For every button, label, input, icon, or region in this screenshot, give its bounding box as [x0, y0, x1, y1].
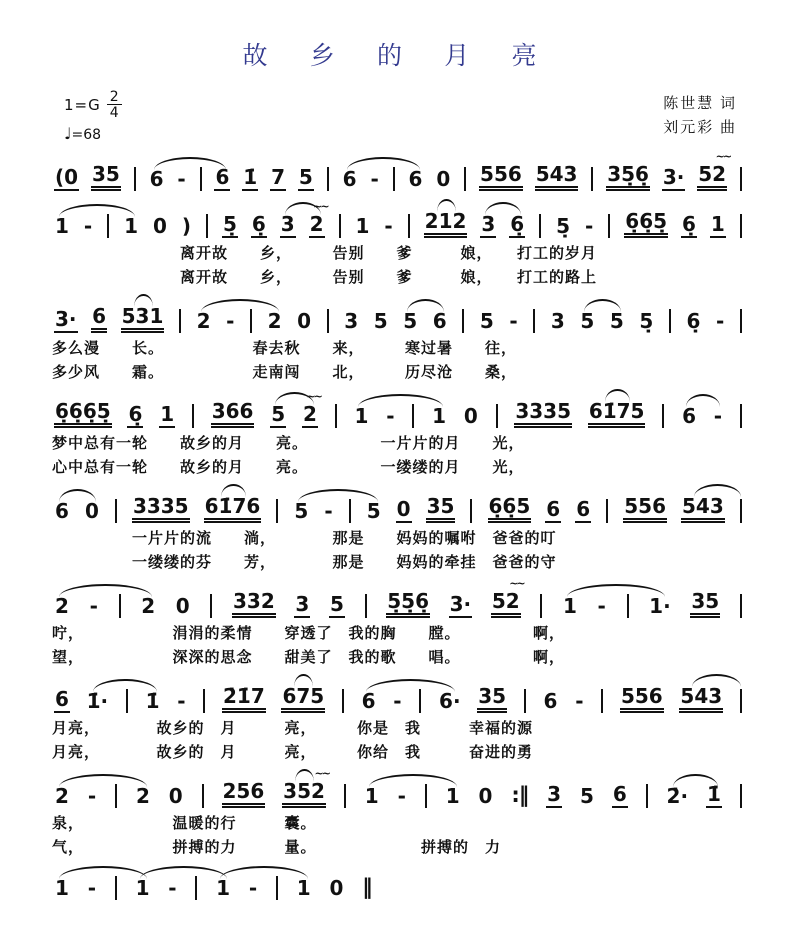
lyricist-credit: 陈世慧 词 [663, 96, 737, 112]
note-token: 52 ~~ [697, 164, 727, 191]
note-token: 1 [710, 212, 725, 236]
note-token: 6̣6̣5 [488, 496, 532, 523]
note-token: (0 [55, 165, 79, 189]
note-token: - [324, 499, 333, 523]
notes-row [52, 670, 745, 717]
note-token: 6 [682, 404, 696, 428]
barline [179, 309, 181, 333]
barline [115, 876, 117, 900]
note-token: 1 [432, 404, 447, 428]
note-token: 6̣ [510, 212, 525, 236]
lyrics-verse-2: 多少风 霜。 走南闯 北， 历尽沧 桑， [52, 365, 518, 381]
final-barline: ‖ [362, 875, 372, 899]
note-token: 6 [432, 309, 447, 333]
system-9 [52, 860, 745, 904]
barline [408, 214, 410, 238]
barline [192, 404, 194, 428]
lyrics-verse-1: 一片片的流 淌， 那是 妈妈的嘱咐 爸爸的叮 [52, 531, 557, 547]
note-token: 1 [355, 214, 370, 238]
barline [540, 594, 542, 618]
trill-ornament-icon: ~~ [509, 577, 524, 590]
note-token: 2̇· [666, 784, 689, 808]
note-token: - [509, 309, 518, 333]
lyrics-verse-1: 咛， 涓涓的柔情 穿透了 我的胸 膛。 啊， [52, 626, 566, 642]
barline [349, 499, 351, 523]
barline [412, 404, 414, 428]
note-token: 35 [426, 496, 456, 523]
notes-row [52, 480, 745, 527]
note-token: 52 ~~ [491, 591, 521, 618]
song-title: 故 乡 的 月 亮 [242, 43, 555, 70]
lyrics-verse-1: 离开故 乡， 告别 爹 娘， 打工的岁月 [52, 246, 598, 262]
tempo-value: =68 [71, 127, 102, 143]
trill-ornament-icon: ~~ [306, 390, 321, 403]
slur-arc-icon [366, 679, 455, 692]
note-token: 5 [271, 402, 286, 426]
note-token: 556 [479, 164, 523, 191]
system-8 [52, 765, 745, 860]
composer-credit: 刘元彩 曲 [663, 120, 737, 136]
note-token: - [226, 309, 235, 333]
slur-arc-icon [407, 299, 444, 312]
slur-arc-icon [221, 484, 245, 497]
slur-arc-icon [140, 866, 227, 879]
note-token: 6 [215, 165, 230, 189]
slur-arc-icon [154, 157, 226, 170]
music-systems [52, 148, 745, 904]
slur-arc-icon [673, 774, 717, 787]
note-token: 61̇75 [588, 401, 646, 428]
note-token: 543 [535, 164, 579, 191]
notes-row [52, 148, 745, 195]
slur-arc-icon [294, 674, 312, 687]
lyrics-verse-1: 梦中总有一轮 故乡的月 亮。 一片片的月 光， [52, 436, 525, 452]
barline [539, 214, 541, 238]
lyrics-verse-2: 一缕缕的芬 芳， 那是 妈妈的牵挂 爸爸的守 [52, 555, 557, 571]
note-token: 3 [547, 782, 562, 806]
slur-arc-icon [369, 774, 457, 787]
system-3 [52, 290, 745, 385]
note-token: 332 [232, 591, 276, 618]
slur-arc-icon [59, 584, 152, 597]
note-token: - [370, 167, 379, 191]
note-token: - [713, 404, 723, 428]
note-token: 1 [55, 214, 69, 238]
note-token: 1 [354, 404, 369, 428]
slur-arc-icon [298, 489, 378, 502]
note-token: 6̣ [128, 402, 143, 426]
barline [365, 594, 367, 618]
tempo-marking [64, 124, 122, 143]
note-token: 543 [679, 686, 723, 713]
barline [533, 309, 535, 333]
note-token: 1· [649, 594, 671, 618]
note-token: - [597, 594, 606, 618]
note-token: 3 [280, 212, 295, 236]
note-token: 2̇1̇7 [222, 686, 266, 713]
note-token: 556 [620, 686, 664, 713]
barline [393, 167, 395, 191]
barline [740, 309, 742, 333]
system-7 [52, 670, 745, 765]
slur-arc-icon [347, 157, 420, 170]
note-token: 6̣6̣6̣5̣ [54, 401, 112, 428]
barline [646, 784, 648, 808]
barline [134, 167, 136, 191]
time-signature-denominator: 4 [109, 105, 119, 121]
note-token: 6 [612, 782, 627, 806]
barline [202, 784, 204, 808]
slur-arc-icon [59, 774, 147, 787]
note-token: 2 [141, 594, 156, 618]
barline [669, 309, 671, 333]
slur-arc-icon [437, 199, 455, 212]
note-token: 675 [281, 686, 325, 713]
note-token: 1̇ [706, 782, 721, 806]
note-token: 35 [477, 686, 507, 713]
note-token: 0 [436, 167, 451, 191]
barline [107, 214, 109, 238]
barline [250, 309, 252, 333]
note-token: 6 [55, 687, 69, 711]
slur-arc-icon [59, 204, 135, 217]
note-token: 1 [55, 876, 69, 900]
slur-arc-icon [567, 584, 665, 597]
lyrics-verse-2: 心中总有一轮 故乡的月 亮。 一缕缕的月 光， [52, 460, 525, 476]
note-token: 1 [124, 214, 139, 238]
barline [591, 167, 593, 191]
note-token: 3335 [132, 496, 190, 523]
note-token: 3· [662, 165, 685, 189]
lyrics-verse-2: 望， 深深的思念 甜美了 我的歌 唱。 啊， [52, 650, 566, 666]
barline [195, 876, 197, 900]
note-token: 5 [403, 309, 418, 333]
note-token: 35̣6̣ [606, 164, 650, 191]
barline [206, 214, 208, 238]
note-token: - [585, 214, 594, 238]
barline [276, 499, 278, 523]
barline [462, 309, 464, 333]
note-token: 0 [175, 594, 190, 618]
note-token: 0 [463, 404, 478, 428]
note-token: - [386, 404, 395, 428]
barline [327, 167, 329, 191]
note-token: 5̣ [223, 212, 237, 236]
lyrics-verse-1: 月亮， 故乡的 月 亮， 你是 我 幸福的源 [52, 721, 534, 737]
note-token: 0 [396, 497, 411, 521]
note-token: - [87, 784, 97, 808]
slur-arc-icon [358, 394, 443, 407]
note-token: 0 [478, 784, 493, 808]
note-token: - [397, 784, 406, 808]
barline [524, 689, 526, 713]
slur-arc-icon [686, 394, 720, 407]
notes-row [52, 860, 375, 904]
note-token: 3 [295, 592, 310, 616]
notes-row [52, 385, 745, 432]
note-token: - [89, 594, 98, 618]
notes-row [52, 290, 745, 337]
barline [342, 689, 344, 713]
note-token: 5̣5̣6̣ [386, 591, 430, 618]
note-token: 1 [135, 876, 150, 900]
note-token: 5 [366, 499, 381, 523]
note-token: 5 [580, 309, 595, 333]
barline [344, 784, 346, 808]
lyrics-verse-2: 月亮， 故乡的 月 亮， 你给 我 奋进的勇 [52, 745, 534, 761]
slur-arc-icon [295, 769, 313, 782]
key-signature: 1=G [64, 96, 101, 114]
quarter-note-icon: ♩ [64, 124, 72, 143]
slur-arc-icon [605, 389, 629, 402]
barline [126, 689, 128, 713]
note-token: ) [181, 214, 192, 238]
note-token: 2 [55, 784, 69, 808]
barline [627, 594, 629, 618]
barline [464, 167, 466, 191]
note-token: - [83, 214, 93, 238]
note-token: - [716, 309, 725, 333]
note-token: 6̣ [682, 212, 696, 236]
note-token: 6̣ [686, 309, 701, 333]
trill-ornament-icon: ~~ [313, 200, 328, 213]
barline [203, 689, 205, 713]
note-token: 2 ~~ [302, 390, 321, 426]
note-token: 6̣6̣5̣ [624, 211, 668, 238]
note-token: 0 [297, 309, 312, 333]
note-token: 1 [445, 784, 460, 808]
system-4 [52, 385, 745, 480]
note-token: 6̣ [251, 212, 266, 236]
score-meta [52, 90, 745, 148]
note-token: 6 [543, 689, 558, 713]
note-token: 1 [364, 784, 379, 808]
barline [425, 784, 427, 808]
note-token: - [393, 689, 402, 713]
note-token: 1̇· [86, 689, 109, 713]
time-signature [107, 90, 122, 120]
note-token: 3· [55, 307, 77, 331]
notes-row [52, 765, 745, 812]
note-token: 1̇ [243, 165, 258, 189]
barline [115, 499, 117, 523]
note-token: 5 [373, 309, 388, 333]
barline [740, 167, 742, 191]
note-token: 1 [296, 876, 311, 900]
note-token: - [168, 876, 177, 900]
barline [210, 594, 212, 618]
lyrics-verse-2: 离开故 乡， 告别 爹 娘， 打工的路上 [52, 270, 598, 286]
barline [496, 404, 498, 428]
note-token: 366 [211, 401, 255, 428]
system-5 [52, 480, 745, 575]
note-token: 6 [546, 497, 561, 521]
barline [276, 876, 278, 900]
barline [470, 499, 472, 523]
slur-arc-icon [584, 299, 621, 312]
slur-arc-icon [201, 299, 279, 312]
note-token: 1̇ [145, 689, 160, 713]
barline [662, 404, 664, 428]
note-token: 6 [576, 497, 591, 521]
note-token: - [177, 689, 186, 713]
note-token: - [177, 167, 186, 191]
note-token: 352 ~~ [282, 781, 326, 808]
credits-block [663, 92, 737, 140]
note-token: 2 [55, 594, 69, 618]
barline [339, 214, 341, 238]
barline [740, 499, 742, 523]
note-token: 3335 [514, 401, 572, 428]
barline [740, 404, 742, 428]
note-token: 0 [84, 499, 99, 523]
barline [740, 594, 742, 618]
system-1 [52, 148, 745, 195]
system-6 [52, 575, 745, 670]
note-token: 6 [55, 499, 69, 523]
barline [606, 499, 608, 523]
note-token: 5 [609, 309, 624, 333]
note-token: 5̣ [639, 309, 654, 333]
slur-arc-icon [220, 866, 308, 879]
note-token: 2 [267, 309, 282, 333]
slur-arc-icon [134, 294, 152, 307]
note-token: 556 [623, 496, 667, 523]
note-token: 5 [579, 784, 594, 808]
note-token: 5 [294, 499, 309, 523]
barline [740, 784, 742, 808]
note-token: 6 [91, 306, 107, 333]
note-token: 5̣ [556, 214, 571, 238]
slur-arc-icon [59, 866, 147, 879]
slur-arc-icon [93, 679, 156, 692]
note-token: 5 [298, 165, 313, 189]
note-token: 1 [160, 402, 175, 426]
note-token: 35 [690, 591, 720, 618]
barline [740, 689, 742, 713]
note-token: 5 [330, 592, 344, 616]
note-token: - [384, 214, 393, 238]
barline [419, 689, 421, 713]
barline [608, 214, 610, 238]
system-2 [52, 195, 745, 290]
note-token: 6 [361, 689, 376, 713]
note-token: 531 [121, 306, 165, 333]
note-token: - [575, 689, 584, 713]
barline [335, 404, 337, 428]
note-token: 35 [91, 164, 121, 191]
notes-row [52, 195, 745, 242]
note-token: 212 [424, 211, 468, 238]
notes-row [52, 575, 745, 622]
note-token: 0 [153, 214, 167, 238]
note-token: 2 [135, 784, 150, 808]
note-token: 3 [344, 309, 359, 333]
slur-arc-icon [694, 484, 741, 497]
lyrics-verse-1: 泉， 温暖的行 囊。 [52, 816, 317, 832]
lyrics-verse-1: 多么漫 长。 春去秋 来， 寒过暑 往， [52, 341, 518, 357]
note-token: 61̇76 [204, 496, 262, 523]
note-token: 3 [550, 309, 565, 333]
note-token: - [87, 876, 97, 900]
lyrics-verse-2: 气， 拼搏的力 量。 拼搏的 力 [52, 840, 502, 856]
note-token: 6 [342, 167, 357, 191]
time-signature-numerator: 2 [107, 90, 122, 105]
note-token: 256 [222, 781, 266, 808]
note-token: - [248, 876, 258, 900]
note-token: 5 [479, 309, 494, 333]
trill-ornament-icon: ~~ [314, 767, 329, 780]
trill-ornament-icon: ~~ [715, 150, 731, 163]
note-token: 2 [196, 309, 211, 333]
barline [327, 309, 329, 333]
repeat-barline: :‖ [511, 783, 529, 807]
note-token: 1 [216, 876, 231, 900]
note-token: 543 [681, 496, 725, 523]
barline [119, 594, 121, 618]
note-token: 6 [408, 167, 423, 191]
note-token: 0 [168, 784, 183, 808]
note-token: 6 [149, 167, 164, 191]
note-token: 2 ~~ [309, 200, 328, 236]
barline [601, 689, 603, 713]
note-token: 3 [481, 212, 496, 236]
note-token: 3· [449, 592, 472, 616]
barline [115, 784, 117, 808]
note-token: 0 [329, 876, 344, 900]
key-tempo-block [64, 90, 122, 143]
note-token: 7 [271, 165, 286, 189]
slur-arc-icon [692, 674, 741, 687]
barline [200, 167, 202, 191]
slur-arc-icon [485, 202, 521, 215]
slur-arc-icon [59, 489, 96, 502]
barline [740, 214, 742, 238]
note-token: 6· [439, 689, 461, 713]
note-token: 1 [562, 594, 577, 618]
